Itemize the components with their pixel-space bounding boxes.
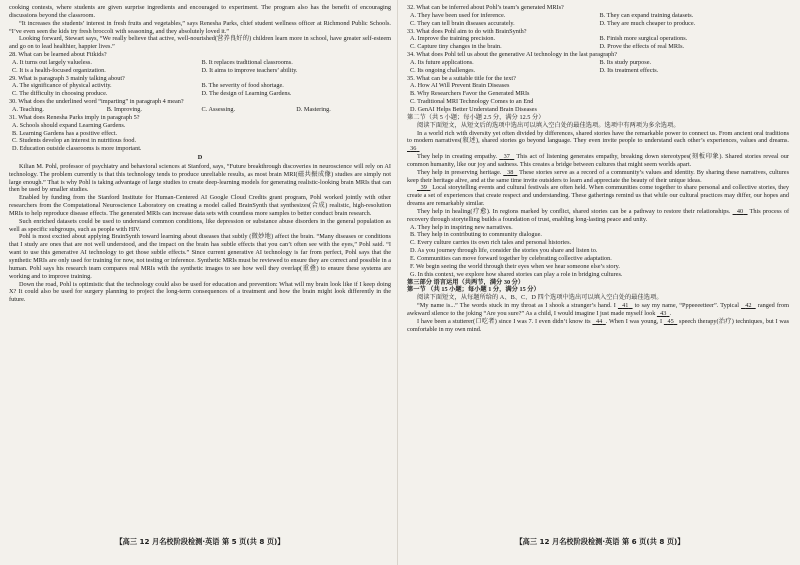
cloze-text: I have been a stutterer(口吃者) since I was 7. I even didn’t know its (417, 317, 591, 325)
cloze-text: They help in creating empathy. (417, 153, 498, 161)
part-title: 第三部分 语言运用（共两节，满分 30 分） (407, 278, 525, 286)
answer-blank (618, 302, 633, 309)
option-row (410, 59, 789, 67)
option: D. Education outside classrooms is more important. (12, 145, 142, 153)
option-row (12, 67, 391, 75)
option: A. Its future applications. (410, 58, 474, 66)
section-instructions: 阅读下面短文，从每题所给的 A、B、C、D 四个选项中选出可以填入空白处的最佳选项。 (417, 294, 663, 302)
passage-c-quote: Looking forward, Stewart says, “We really believe that active, well-nourished(营养良好的) children learn more in school, have greater self-esteem and go on to lead healthier, happier lives.” (9, 35, 391, 51)
option: F. We begin seeing the world through their eyes when we hear someone else’s story. (410, 262, 620, 270)
cloze-text: This act of listening generates empathy, breaking down stereotypes(刻板印象). Shared stories reveal our common humanity, like our joy and sadness. This creates a bridge between cultures that might seem worlds apart. (407, 153, 790, 168)
cloze-paragraph (407, 153, 789, 169)
cloze-paragraph (407, 184, 789, 208)
option: B. Finish more surgical operations. (599, 35, 688, 43)
option-row (410, 20, 789, 28)
blank-number: 43 (660, 309, 667, 317)
page-gutter (397, 0, 398, 565)
right-page (407, 4, 789, 333)
question (9, 98, 391, 114)
passage-c-quote: “It increases the students’ interest in fresh fruits and vegetables,” says Renesha Parks, chief student wellness officer at Richmond Public Schools. “I’ve even seen the kids try fresh broccoli with seasoning, and they absolutely loved it.” (9, 19, 391, 35)
passage-d-paragraph: Pohl is most excited about applying BrainSynth toward learning about diseases that subtly (微妙地) affect the brain. “Many diseases or conditions that I study are ones that are not well understood, and the impact on the brain has subtle effects that you can’t often see with the eyes,” Pohl said. “I want to use this generative AI technology to get those subtle effects.” Since current generative AI technology is far from perfect, Pohl says that the synthetic MRIs are only used for training for now, not testing or inference. Synthetic MRIs must be reviewed to ensure they are correct and possible in a human. Pohl says his research team compares real MRIs with the synthetic images to see how well they overlap(重叠) to ensure these systems are working and to improve training. (9, 233, 391, 280)
passage-d-paragraph: Enabled by funding from the Stanford Institute for Human-Centered AI Google Cloud Credits grant program, Pohl worked jointly with other researchers from the Computational Neuroscience Laboratory on creating a model called BrainSynth that synthesizes(合成) realistic, high-resolution MRIs to help reproduce disease effects. The generated MRIs can increase data sets with countless more samples to better conduct brain research. (9, 194, 391, 217)
option: D. They are much cheaper to produce. (599, 19, 696, 27)
cloze-text: “My name is...” The words stuck in my throat as I shook a stranger’s hand. I (417, 302, 616, 310)
question (9, 51, 391, 75)
question (407, 75, 789, 114)
answer-blank (733, 208, 748, 215)
blank-number: 36 (410, 145, 417, 153)
answer-blank (499, 153, 514, 160)
cloze-paragraph (407, 302, 789, 318)
answer-blank (741, 302, 756, 309)
answer-blank (407, 145, 420, 152)
cloze-text: They help in healing(疗愈). In regions marked by conflict, shared stories can be a pathway to restore their relationships. (417, 207, 731, 215)
option-row (12, 82, 391, 90)
option: B. Its study purpose. (599, 58, 652, 66)
cloze-paragraph (407, 208, 789, 224)
option: B. Improving. (106, 105, 142, 113)
option: C. Its ongoing challenges. (410, 66, 476, 74)
option: C. They can tell brain diseases accurately. (410, 19, 515, 27)
blank-number: 42 (745, 302, 752, 310)
question-stem: 28. What can be learned about Fitkids? (9, 51, 107, 59)
option: A. The significance of physical activity. (12, 82, 112, 90)
cloze-text: . (669, 309, 671, 317)
option: B. It replaces traditional classrooms. (201, 58, 293, 66)
cloze-text: to say my name, “Pppeeeetteer”. Typical (634, 302, 739, 310)
cloze-text: speech therapy(治疗) techniques, but I was comfortable in my own mind. (407, 317, 790, 333)
question (9, 114, 391, 153)
question-stem: 35. What can be a suitable title for the text? (407, 74, 516, 82)
option-row (12, 106, 391, 114)
question-stem: 31. What does Renesha Parks imply in paragraph 5? (9, 113, 140, 121)
question (407, 28, 789, 52)
section-title: 第二节（共 5 小题；每小题 2.5 分，满分 12.5 分） (407, 113, 545, 121)
cloze-text: . When I was young, I (605, 317, 663, 325)
option: A. It turns out largely valueless. (12, 58, 92, 66)
option: E. Communities can move forward together by celebrating collective adaptation. (410, 255, 612, 262)
answer-blank (664, 318, 677, 325)
option: D. Prove the effects of real MRIs. (599, 43, 685, 51)
blank-number: 45 (667, 317, 674, 325)
cloze-text: This process of recovery through storytelling builds a foundation of trust, enabling long-lasting peace and unity. (407, 207, 790, 223)
option: C. Assessing. (201, 105, 236, 113)
option: A. They help in inspiring new narratives. (410, 223, 513, 231)
cloze-text: Local storytelling events and cultural festivals are often held. When communities come together to share personal and collective stories, they create a set of experiences that create respect and understanding. These gatherings remind us that while our cultural practices may differ, our hopes and dreams are remarkably similar. (407, 184, 790, 208)
option-row (410, 43, 789, 51)
option: A. Schools should expand Learning Gardens. (12, 121, 126, 129)
answer-blank (657, 310, 670, 317)
option: C. Traditional MRI Technology Comes to an End (410, 98, 534, 106)
section-title: 第一节 （共 15 小题；每小题 1 分，满分 15 分） (407, 286, 540, 294)
blank-number: 44 (595, 317, 603, 325)
blank-number: 38 (507, 168, 514, 176)
question-stem: 29. What is paragraph 3 mainly talking about? (9, 74, 125, 82)
option: D. The design of Learning Gardens. (201, 90, 292, 98)
questions-28-31 (9, 51, 391, 153)
blank-number: 37 (503, 153, 510, 161)
option: A. Teaching. (12, 105, 44, 113)
question (407, 51, 789, 75)
option: C. The difficulty in choosing produce. (12, 90, 108, 98)
passage-c-intro: cooking contests, where students are given surprise ingredients and encouraged to experiment. The program also has the benefit of encouraging discussions beyond the classroom. (9, 4, 391, 19)
option: B. The severity of food shortage. (201, 82, 284, 90)
page-footer: 【高三 12 月名校阶段检测·英语 第 6 页(共 8 页)】 (515, 537, 685, 546)
option: C. Every culture carries its own rich tales and personal histories. (410, 239, 572, 247)
option: B. They help in contributing to community dialogue. (410, 231, 542, 239)
option: D. Mastering. (296, 105, 331, 113)
cloze-paragraph (407, 169, 789, 185)
cloze-paragraph (407, 130, 789, 154)
blank-number: 41 (622, 302, 629, 310)
cloze-text: These stories serve as a record of a community’s values and identity. By sharing these narratives, cultures keep their heritage alive, and at the same time invite outsiders to learn and appreciate the beauty of their unique ideas. (407, 168, 789, 184)
left-page (9, 4, 391, 304)
option: A. Improve the training precision. (410, 35, 496, 43)
blank-number: 39 (420, 184, 427, 192)
passage-d-paragraph: Kilian M. Pohl, professor of psychiatry and behavioral sciences at Stanford, says, “Future breakthrough discoveries in neuroscience will rely on AI technology. The problem currently is that this technology tends to produce unreliable results, as most brain MRI(磁共振成像) studies are simply not large enough.” That is why Pohl is taking advantage of large studies to create deep-learning models for generating realistic-looking brain MRIs that can then be used by smaller studies. (9, 162, 391, 194)
option: B. They can expand training datasets. (599, 11, 694, 19)
option: D. Its treatment effects. (599, 66, 659, 74)
passage-d-heading: D (197, 154, 203, 162)
question (407, 4, 789, 28)
cloze-paragraph (407, 318, 789, 334)
option: G. In this context, we explore how shared stories can play a role in bridging cultures. (410, 270, 623, 278)
option: C. Students develop an interest in nutritious food. (12, 137, 137, 145)
option: D. GenAI Helps Better Understand Brain Diseases (410, 105, 537, 113)
option: C. It is a health-focused organization. (12, 66, 106, 74)
option: D. As you journey through life, consider the stories you share and listen to. (410, 247, 598, 255)
option-row (12, 90, 391, 98)
option-row (410, 67, 789, 75)
answer-blank (503, 169, 517, 176)
option: B. Learning Gardens has a positive effect. (12, 129, 118, 137)
passage-d-paragraph: Such enriched datasets could be used to understand common conditions, like depression or substance abuse disorders in the general population as well as specific subgroups, such as people with HIV. (9, 217, 391, 233)
question-stem: 30. What does the underlined word “imparting” in paragraph 4 mean? (9, 98, 184, 106)
questions-32-34 (407, 4, 789, 75)
option: B. Why Researchers Favor the Generated MRIs (410, 90, 530, 98)
cloze-text: In a world rich with diversity yet often divided by differences, shared stories have the remarkable power to connect us. From ancient oral traditions to modern narratives(叙述), shared stories go beyond language. They even invite people to understand each other’s experiences, values and dreams. (407, 129, 789, 145)
passage-d-paragraph: Down the road, Pohl is optimistic that the technology could also be used for education and prevention: What will my brain look like if I keep doing X? It could also be used for surgery planning to project the long-term consequences of a treatment and how the brain might look differently in the future. (9, 280, 391, 304)
cloze-options (407, 224, 789, 279)
page-footer: 【高三 12 月名校阶段检测·英语 第 5 页(共 8 页)】 (115, 537, 285, 546)
blank-number: 40 (736, 207, 744, 215)
option-row (410, 35, 789, 43)
option-row (410, 12, 789, 20)
section-instructions: 阅读下面短文，从短文后的选项中选出可以填入空白处的最佳选项。选项中有两项为多余选项。 (417, 121, 680, 129)
answer-blank (417, 184, 430, 191)
option-row (12, 59, 391, 67)
option: A. How AI Will Prevent Brain Diseases (410, 82, 510, 90)
question (9, 75, 391, 99)
answer-blank (592, 318, 605, 325)
question-stem: 32. What can be inferred about Pohl’s team’s generated MRIs? (407, 4, 564, 11)
cloze-text: ranged from awkward silence to the joking “Are you sure?” As a child, I would imagine I just made myself look (407, 302, 790, 317)
question-stem: 33. What does Pohl aim to do with BrainSynth? (407, 27, 527, 35)
option: D. It aims to improve teachers’ ability. (201, 66, 298, 74)
question-stem: 34. What does Pohl tell us about the generative AI technology in the last paragraph? (407, 51, 618, 59)
cloze-text: They help in preserving heritage. (417, 168, 502, 176)
option: A. They have been used for inference. (410, 11, 506, 19)
option: C. Capture tiny changes in the brain. (410, 43, 502, 51)
